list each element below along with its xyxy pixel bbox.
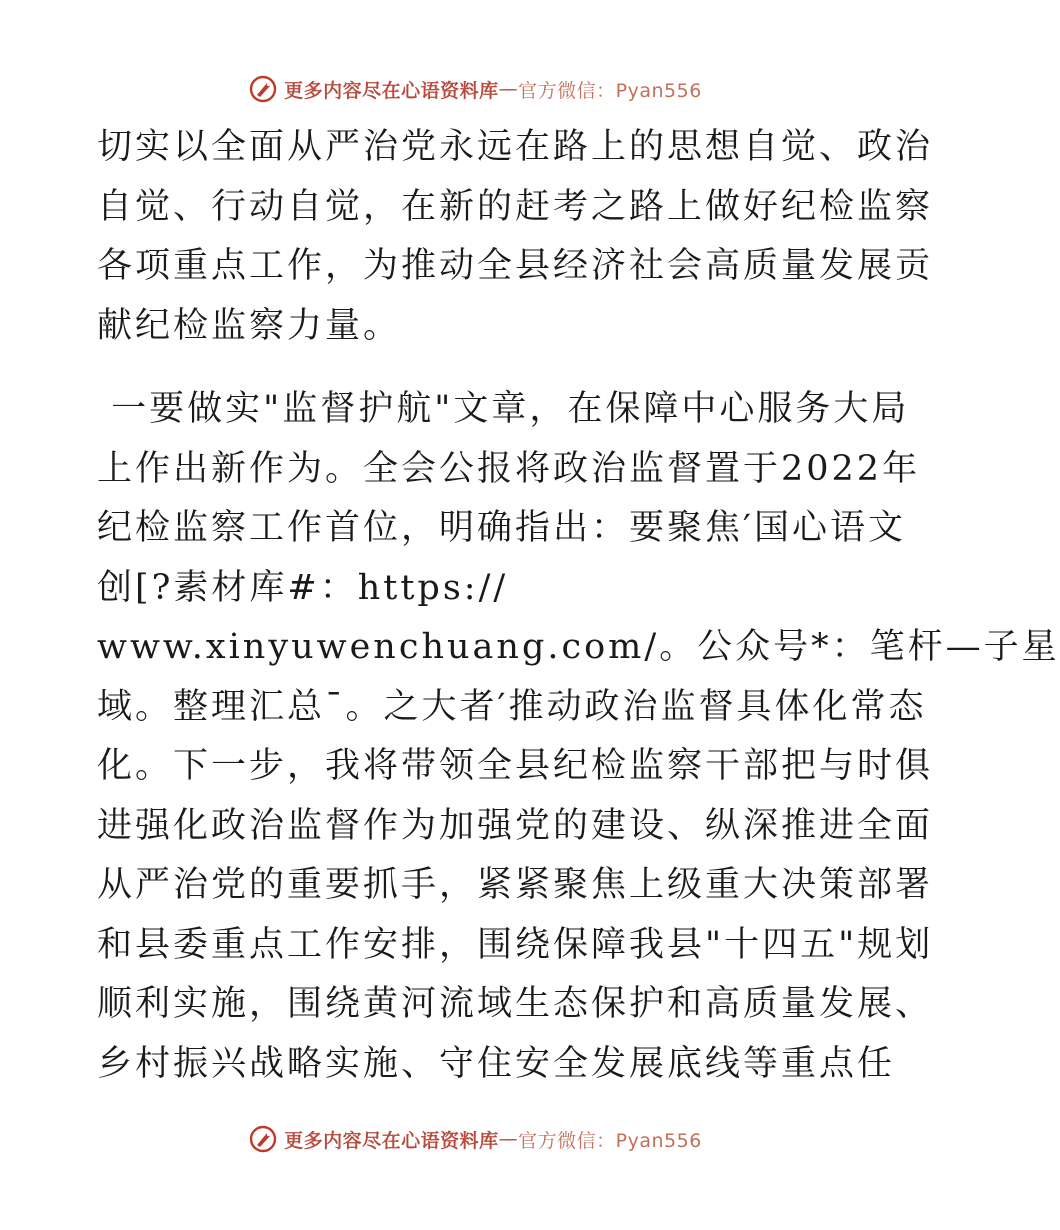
text-line: 上作出新作为。全会公报将政治监督置于2022年 <box>97 448 921 489</box>
text-line: 顺利实施，围绕黄河流域生态保护和高质量发展、 <box>97 984 934 1024</box>
text-line: 一要做实"监督护航"文章，在保障中心服务大局 <box>97 389 910 429</box>
text-line: 各项重点工作，为推动全县经济社会高质量发展贡 <box>97 246 934 286</box>
text-line: 创[?素材库#：https:// <box>97 567 509 608</box>
text-line: 从严治党的重要抓手，紧紧聚焦上级重大决策部署 <box>97 865 934 905</box>
text-line: www.xinyuwenchuang.com/。公众号*：笔杆—子星 <box>97 627 1060 667</box>
banner-contact-text: 官方微信：Pyan556 <box>518 1129 702 1152</box>
footer-watermark-banner <box>0 1121 950 1157</box>
text-line: 化。下一步，我将带领全县纪检监察干部把与时俱 <box>97 746 934 786</box>
banner-contact-text: 官方微信：Pyan556 <box>518 79 702 102</box>
text-line: 献纪检监察力量。 <box>97 305 402 346</box>
banner-brand-text: 更多内容尽在心语资料库 <box>284 1129 499 1152</box>
text-line: 切实以全面从严治党永远在路上的思想自觉、政治 <box>97 127 934 167</box>
banner-brand-text: 更多内容尽在心语资料库 <box>284 79 499 102</box>
text-line: 和县委重点工作安排，围绕保障我县"十四五"规划 <box>97 924 934 965</box>
banner-separator: — <box>498 1128 519 1150</box>
pen-logo-icon <box>248 1124 278 1154</box>
header-watermark-banner <box>0 71 950 107</box>
banner-separator: — <box>498 78 519 100</box>
text-line: 乡村振兴战略实施、守住安全发展底线等重点任 <box>97 1043 896 1084</box>
text-line: 进强化政治监督作为加强党的建设、纵深推进全面 <box>97 805 934 846</box>
text-line: 纪检监察工作首位，明确指出：要聚焦′国心语文 <box>97 508 906 548</box>
paragraph-1 <box>97 118 934 356</box>
text-line: 自觉、行动自觉，在新的赶考之路上做好纪检监察 <box>97 186 934 227</box>
paragraph-2 <box>97 380 1060 1094</box>
text-line: 域。整理汇总¯。之大者′推动政治监督具体化常态 <box>97 686 927 727</box>
pen-logo-icon <box>248 74 278 104</box>
document-body <box>97 118 1060 1094</box>
